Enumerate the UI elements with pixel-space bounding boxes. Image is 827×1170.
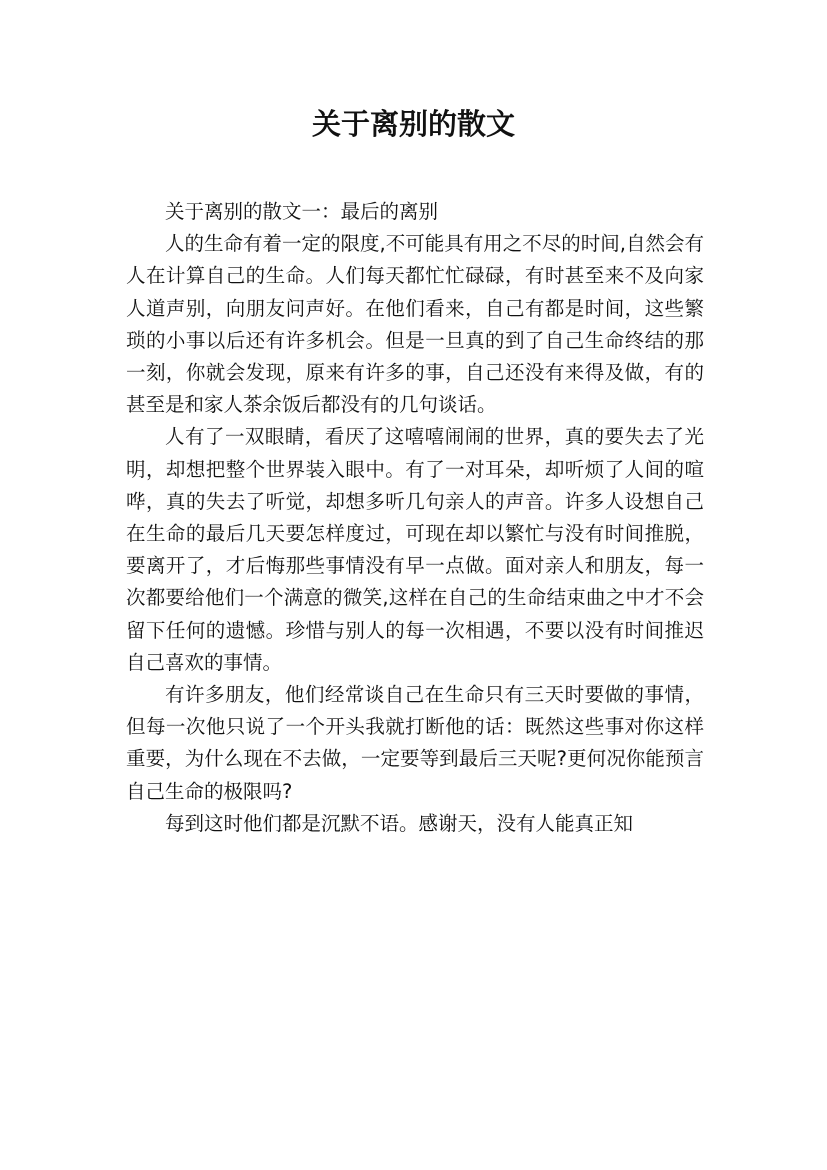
paragraph-4: 每到这时他们都是沉默不语。感谢天，没有人能真正知 (165, 811, 634, 835)
document-title: 关于离别的散文 (311, 107, 515, 141)
paragraph-2: 人有了一双眼睛，看厌了这嘻嘻闹闹的世界，真的要失去了光明，却想把整个世界装入眼中。有了一对耳朵，却听烦了人间的喧哗，真的失去了听觉，却想多听几句亲人的声音。许多人设想自己在生命的最后几天要怎样度过，可现在却以繁忙与没有时间推脱，要离开了，才后悔那些事情没有早一点做。面对亲人和朋友，每一次都要给他们一个满意的微笑,这样在自己的生命结束曲之中才不会留下任何的遗憾。珍惜与别人的每一次相遇，不要以没有时间推迟自己喜欢的事情。 (126, 425, 704, 674)
paragraph-3: 有许多朋友，他们经常谈自己在生命只有三天时要做的事情，但每一次他只说了一个开头我就打断他的话：既然这些事对你这样重要，为什么现在不去做，一定要等到最后三天呢?更何况你能预言自己生命的极限吗? (126, 683, 704, 803)
section-heading: 关于离别的散文一：最后的离别 (165, 200, 439, 223)
document-body (126, 196, 704, 840)
paragraph-1: 人的生命有着一定的限度,不可能具有用之不尽的时间,自然会有人在计算自己的生命。人们每天都忙忙碌碌，有时甚至来不及向家人道声别，向朋友问声好。在他们看来，自己有都是时间，这些繁琐的小事以后还有许多机会。但是一旦真的到了自己生命终结的那一刻，你就会发现，原来有许多的事，自己还没有来得及做，有的甚至是和家人茶余饭后都没有的几句谈话。 (126, 232, 704, 417)
